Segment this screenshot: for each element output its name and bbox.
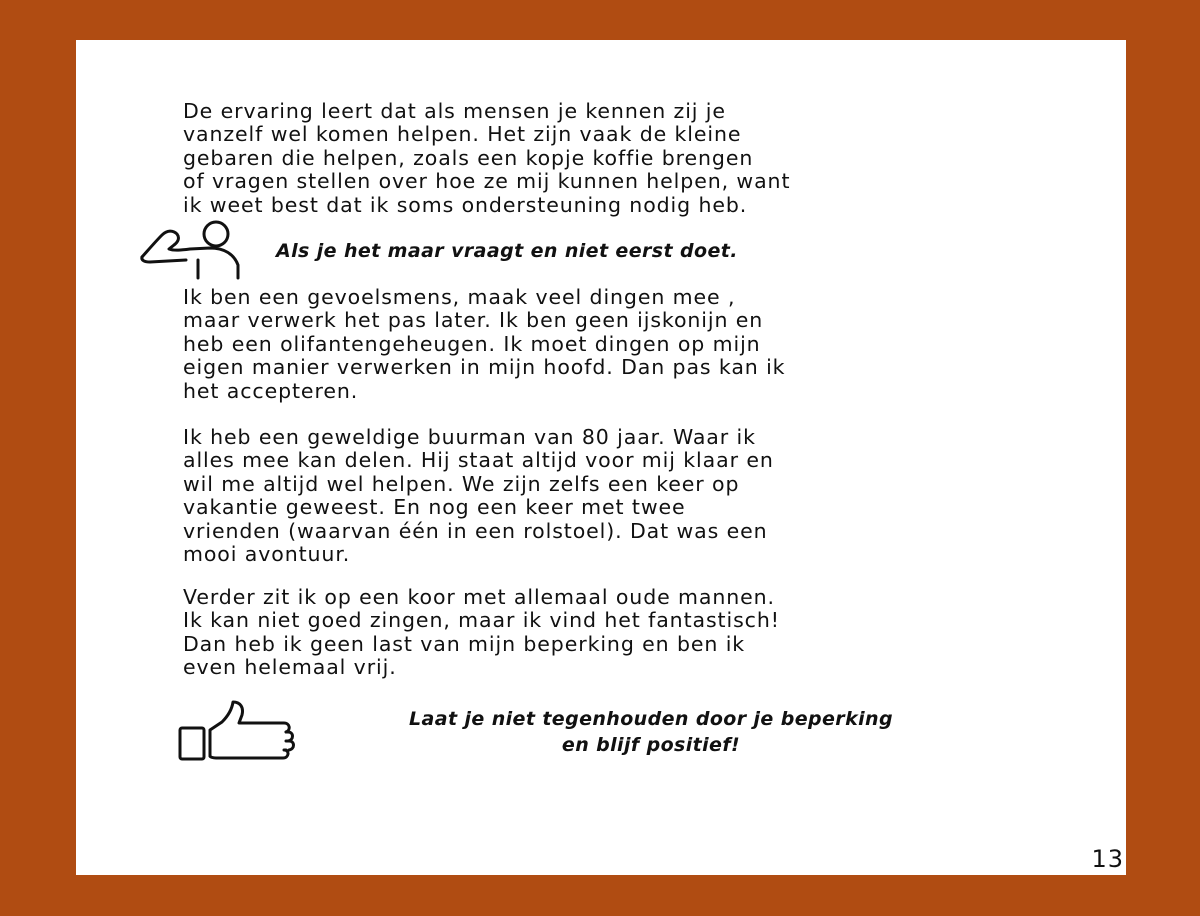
person-flexing-arm-icon <box>138 220 248 280</box>
paragraph-neighbour: Ik heb een geweldige buurman van 80 jaar. Waar ik alles mee kan delen. Hij staat altijd voor mij klaar en wil me altijd wel helpen. We zijn zelfs een keer op vakantie geweest. En nog een keer met twee vrienden (waarvan één in een rolstoel). Dat was een mooi avontuur. <box>183 425 774 567</box>
thumbs-up-icon <box>176 698 300 764</box>
quote-ask-first: Als je het maar vraagt en niet eerst doet. <box>276 240 738 262</box>
paragraph-feelings: Ik ben een gevoelsmens, maak veel dingen mee , maar verwerk het pas later. Ik ben geen ijskonijn en heb een olifantengeheugen. Ik moet dingen op mijn eigen manier verwerken in mijn hoofd. Dan pas kan ik het accepteren. <box>183 285 786 403</box>
page-number: 13 <box>1091 845 1124 873</box>
document-page <box>76 40 1126 875</box>
quote-stay-positive: Laat je niet tegenhouden door je beperking en blijf positief! <box>409 708 893 756</box>
paragraph-helping: De ervaring leert dat als mensen je kennen zij je vanzelf wel komen helpen. Het zijn vaak de kleine gebaren die helpen, zoals een kopje koffie brengen of vragen stellen over hoe ze mij kunnen helpen, want ik weet best dat ik soms ondersteuning nodig heb. <box>183 99 791 217</box>
paragraph-choir: Verder zit ik op een koor met allemaal oude mannen. Ik kan niet goed zingen, maar ik vind het fantastisch! Dan heb ik geen last van mijn beperking en ben ik even helemaal vrij. <box>183 585 780 680</box>
